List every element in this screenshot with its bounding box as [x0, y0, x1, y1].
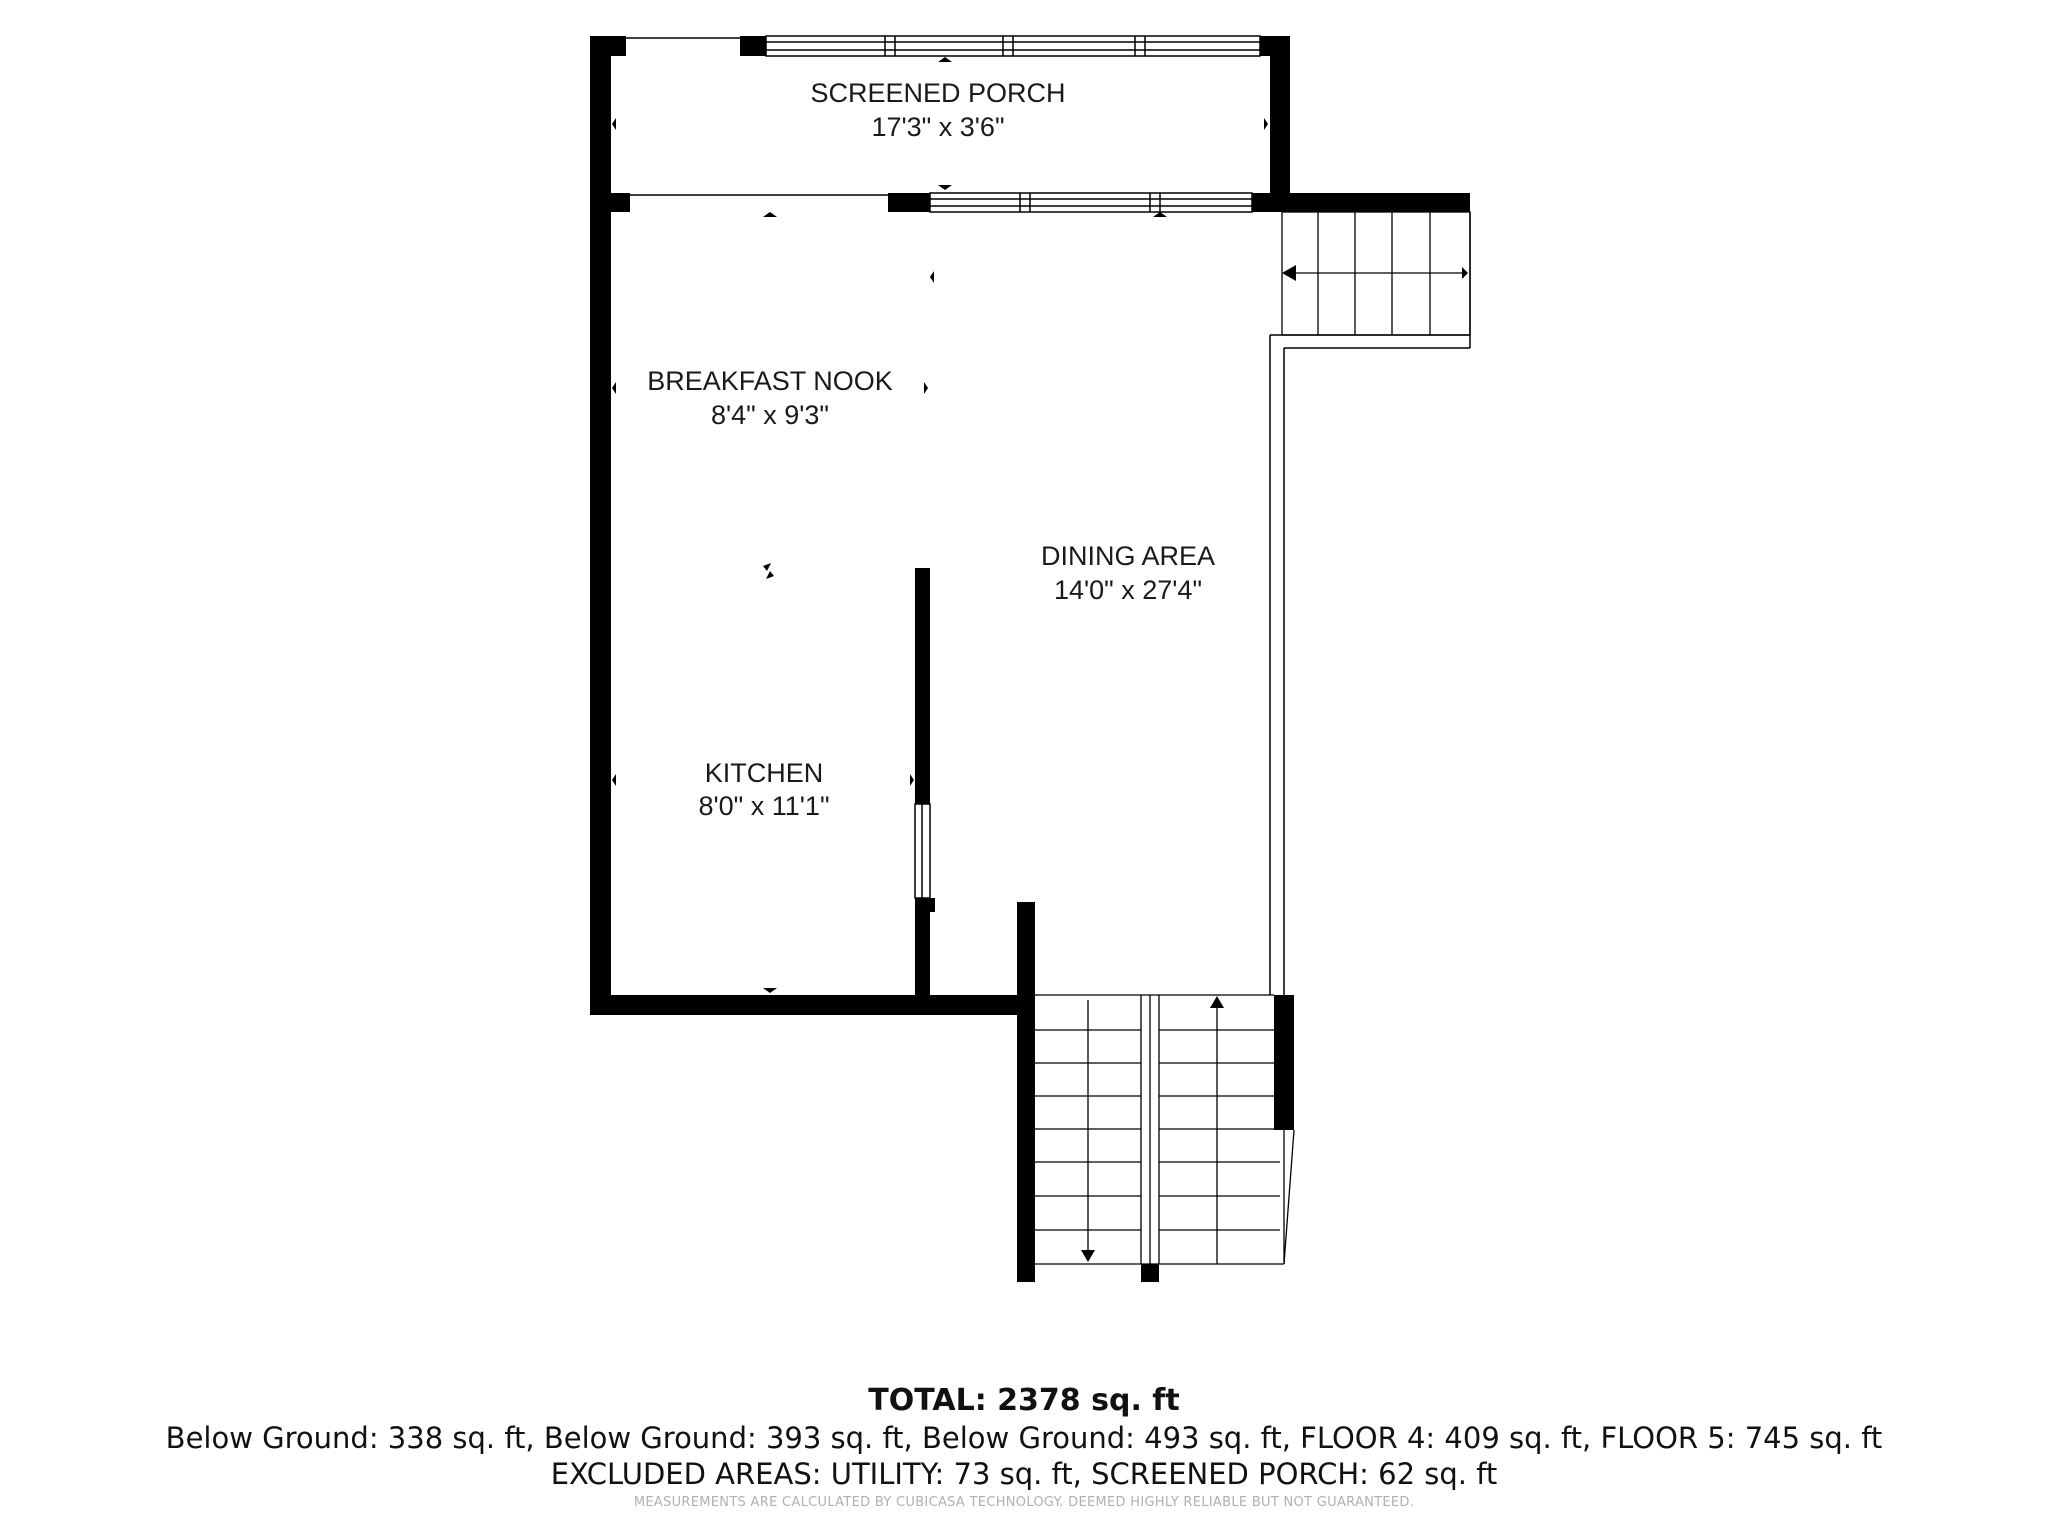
wall-porch-south-right: [1252, 193, 1470, 212]
stair-down-arrow-icon: [1081, 1250, 1095, 1262]
room-breakfast-nook-dims: 8'4" x 9'3": [710, 400, 830, 430]
room-breakfast-nook-name: BREAKFAST NOOK: [647, 366, 893, 396]
room-dining-area: [1041, 541, 1215, 605]
wall-stair-east: [1274, 995, 1294, 1130]
wall-porch-south-left: [590, 193, 630, 212]
room-screened-porch-name: SCREENED PORCH: [810, 78, 1066, 108]
room-screened-porch-dims: 17'3" x 3'6": [871, 112, 1005, 142]
wall-kitchen-divider-low: [915, 898, 930, 1015]
room-kitchen-dims: 8'0" x 11'1": [698, 791, 830, 821]
wall-stair-west-cap: [1017, 902, 1035, 912]
room-kitchen-name: KITCHEN: [704, 758, 824, 788]
room-dining-area-dims: 14'0" x 27'4": [1053, 575, 1203, 605]
upper-stair-arrow-icon: [1282, 265, 1296, 281]
wall-kitchen-divider: [915, 568, 930, 804]
wall-south-kitchen: [590, 995, 1035, 1015]
dining-east-wall: [1270, 212, 1470, 995]
disclaimer: MEASUREMENTS ARE CALCULATED BY CUBICASA TECHNOLOGY. DEEMED HIGHLY RELIABLE BUT NOT GUARANTEED.: [633, 1495, 1415, 1510]
wall-stair-post: [1141, 1264, 1159, 1282]
window-porch-south: [930, 193, 1252, 212]
dimension-markers: [612, 57, 1268, 993]
excluded-areas: EXCLUDED AREAS: UTILITY: 73 sq. ft, SCREENED PORCH: 62 sq. ft: [550, 1457, 1498, 1491]
stair-up-arrow-icon: [1210, 996, 1224, 1008]
wall-porch-north-left: [590, 36, 626, 56]
room-screened-porch: [810, 78, 1065, 142]
wall-kitchen-stub: [915, 898, 935, 912]
walls: [590, 36, 1470, 1282]
wall-porch-north-mid: [740, 36, 766, 56]
total-area: TOTAL: 2378 sq. ft: [868, 1383, 1180, 1418]
lower-stair: [1035, 995, 1294, 1264]
upper-stair-tick-icon: [1462, 267, 1468, 279]
upper-stair: [1282, 212, 1470, 335]
wall-porch-south-mid: [888, 193, 930, 212]
room-dining-area-name: DINING AREA: [1040, 541, 1216, 571]
room-breakfast-nook: [647, 366, 893, 430]
room-kitchen: [698, 758, 829, 821]
floor-breakdown: Below Ground: 338 sq. ft, Below Ground: 393 sq. ft, Below Ground: 493 sq. ft, FLOOR 4: 409 sq. ft, FLOOR 5: 745 sq. ft: [165, 1421, 1883, 1455]
wall-porch-east: [1270, 36, 1290, 210]
wall-west: [590, 36, 611, 1015]
wall-stair-west: [1017, 902, 1035, 1282]
